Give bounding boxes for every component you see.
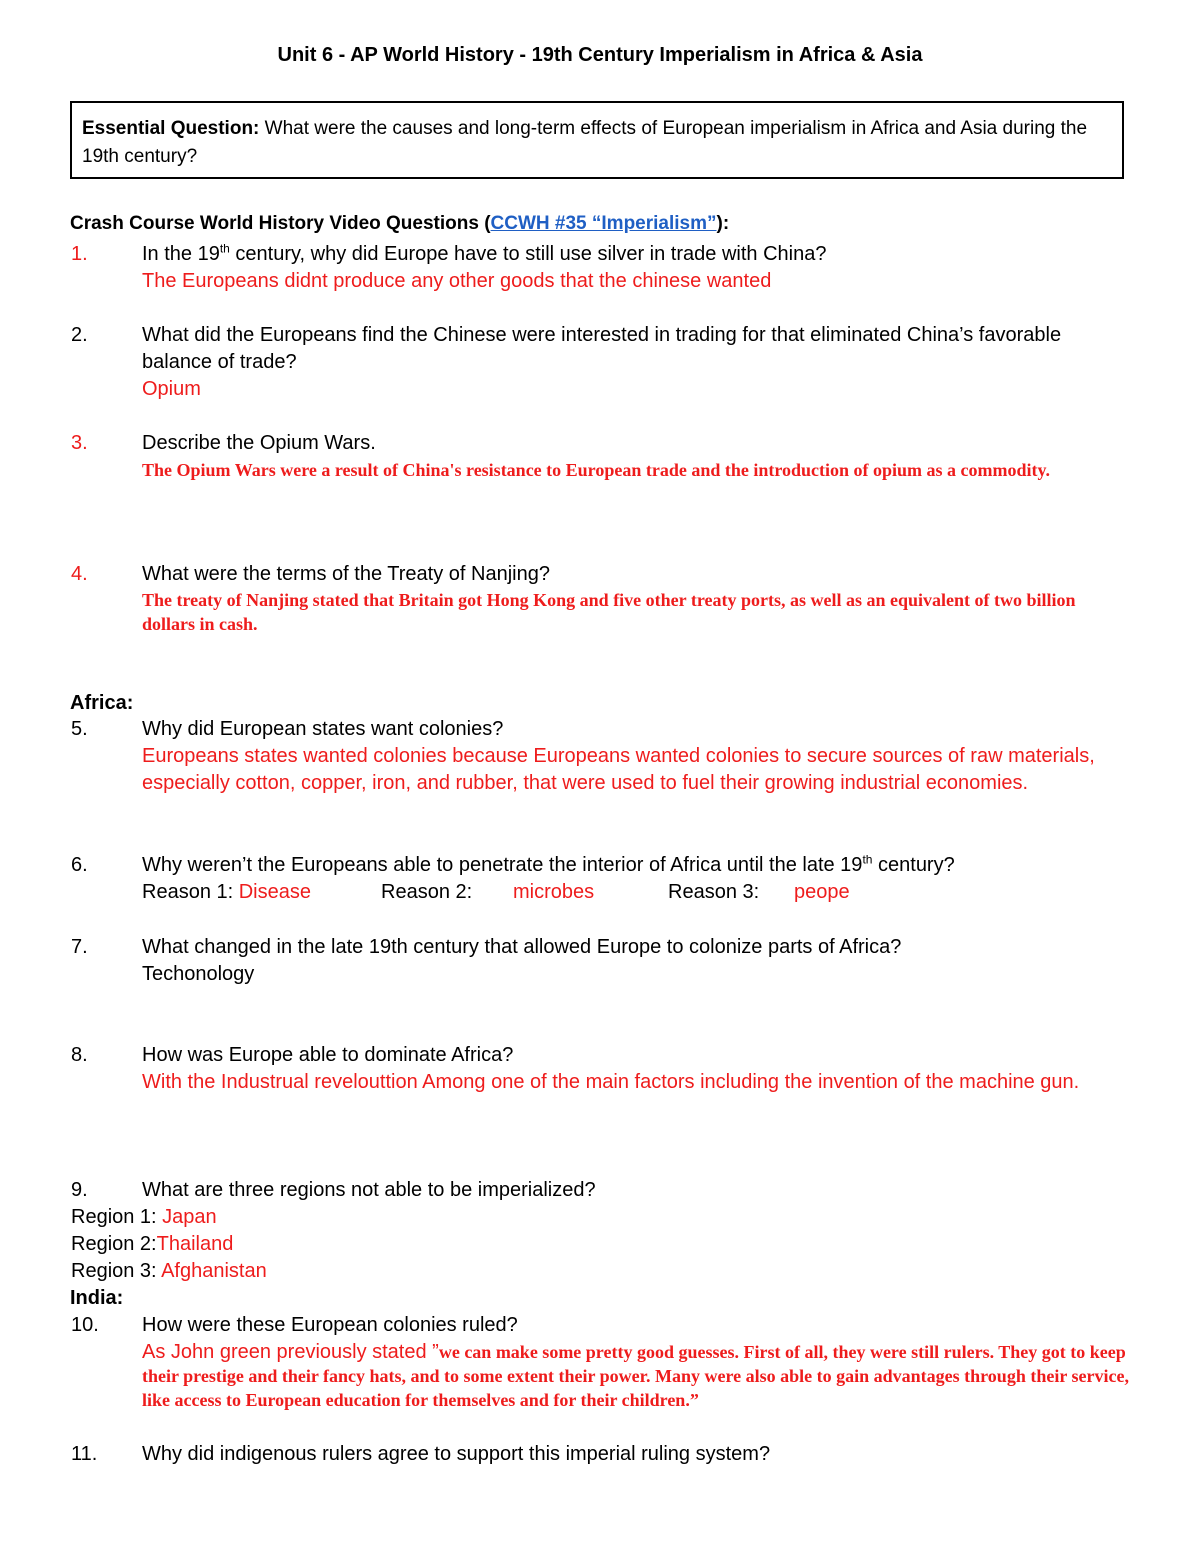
question-10-text: How were these European colonies ruled? [142,1314,518,1336]
region-1-answer: Japan [162,1206,217,1228]
answer-8: With the Industrual revelouttion Among one of the main factors including the invention of the machine gun. [142,1071,1080,1093]
question-number-6: 6. [71,854,88,876]
essential-question-text: What were the causes and long-term effects of European imperialism in Africa and Asia during the 19th century? [82,118,1088,167]
answer-10-quote: we can make some pretty good guesses. First of all, they were still rulers. They got to keep their prestige and their fancy hats, and to some extent their power. Many were also able to gain advantages through their service, like access to European education for themselves and for their children.” [142,1342,1129,1410]
answer-5: Europeans states wanted colonies because Europeans wanted colonies to secure sources of raw materials, especially cotton, copper, iron, and rubber, that were used to fuel their growing industrial economies. [142,745,1095,794]
answer-7: Techonology [142,963,255,985]
question-1-text-a: In the 19 [142,243,220,265]
reason-3-label: Reason 3: [668,881,760,903]
video-questions-heading [70,211,729,237]
question-number-3: 3. [71,432,88,454]
reason-1-answer: Disease [238,881,311,903]
question-6-reason-2 [381,879,472,905]
question-6-text [142,852,1127,879]
question-number-4: 4. [71,563,88,585]
question-1-text-b: century, why did Europe have to still use silver in trade with China? [229,243,827,265]
ccwh-video-link[interactable]: CCWH #35 “Imperialism” [490,213,717,234]
answer-4: The treaty of Nanjing stated that Britain got Hong Kong and five other treaty ports, as well as an equivalent of two billion dollars in cash. [142,590,1076,634]
question-6-text-a: Why weren’t the Europeans able to penetrate the interior of Africa until the late 19 [142,854,863,876]
region-1-label: Region 1: [71,1206,163,1228]
question-number-8: 8. [71,1044,88,1066]
africa-heading: Africa: [70,692,134,714]
question-number-9: 9. [71,1179,88,1201]
question-6-reasons [142,879,311,905]
answer-3: The Opium Wars were a result of China's resistance to European trade and the introduction of opium as a commodity. [142,460,1051,480]
question-1-text [142,241,1127,268]
question-number-7: 7. [71,936,88,958]
question-4-text: What were the terms of the Treaty of Nanjing? [142,563,550,585]
answer-2: Opium [142,378,201,400]
india-heading: India: [70,1287,124,1309]
region-3-label: Region 3: [71,1260,162,1282]
answer-10 [142,1340,1132,1412]
question-number-1: 1. [71,243,88,265]
answer-10-lead: As John green previously stated ” [142,1341,439,1363]
region-2-line [71,1231,233,1257]
question-11-text: Why did indigenous rulers agree to support this imperial ruling system? [142,1443,771,1465]
essential-question-box [70,101,1124,179]
video-heading-prefix: Crash Course World History Video Questions ( [70,213,491,234]
question-number-5: 5. [71,718,88,740]
question-1-sup: th [219,241,230,256]
page-title: Unit 6 - AP World History - 19th Century Imperialism in Africa & Asia [277,44,923,66]
essential-question-label: Essential Question: [82,118,260,139]
region-2-label: Region 2: [71,1233,157,1255]
question-2-text: What did the Europeans find the Chinese were interested in trading for that eliminated China’s favorable balance of trade? [142,324,1062,373]
region-2-answer: Thailand [156,1233,234,1255]
answer-1: The Europeans didnt produce any other goods that the chinese wanted [142,270,772,292]
question-number-2: 2. [71,324,88,346]
reason-2-label: Reason 2: [381,881,473,903]
question-8-text: How was Europe able to dominate Africa? [142,1044,514,1066]
question-6-text-b: century? [872,854,955,876]
question-6-sup: th [862,852,873,867]
reason-3-answer: peope [794,881,850,903]
question-9-text: What are three regions not able to be imperialized? [142,1179,596,1201]
reason-2-answer: microbes [513,881,595,903]
region-3-line [71,1258,267,1284]
question-number-11: 11. [71,1443,98,1465]
region-1-line [71,1204,217,1230]
question-7-text: What changed in the late 19th century that allowed Europe to colonize parts of Africa? [142,936,902,958]
question-5-text: Why did European states want colonies? [142,718,504,740]
video-heading-suffix: ): [716,213,730,234]
reason-1-label: Reason 1: [142,881,239,903]
region-3-answer: Afghanistan [161,1260,267,1282]
question-3-text: Describe the Opium Wars. [142,432,376,454]
question-number-10: 10. [71,1314,99,1336]
